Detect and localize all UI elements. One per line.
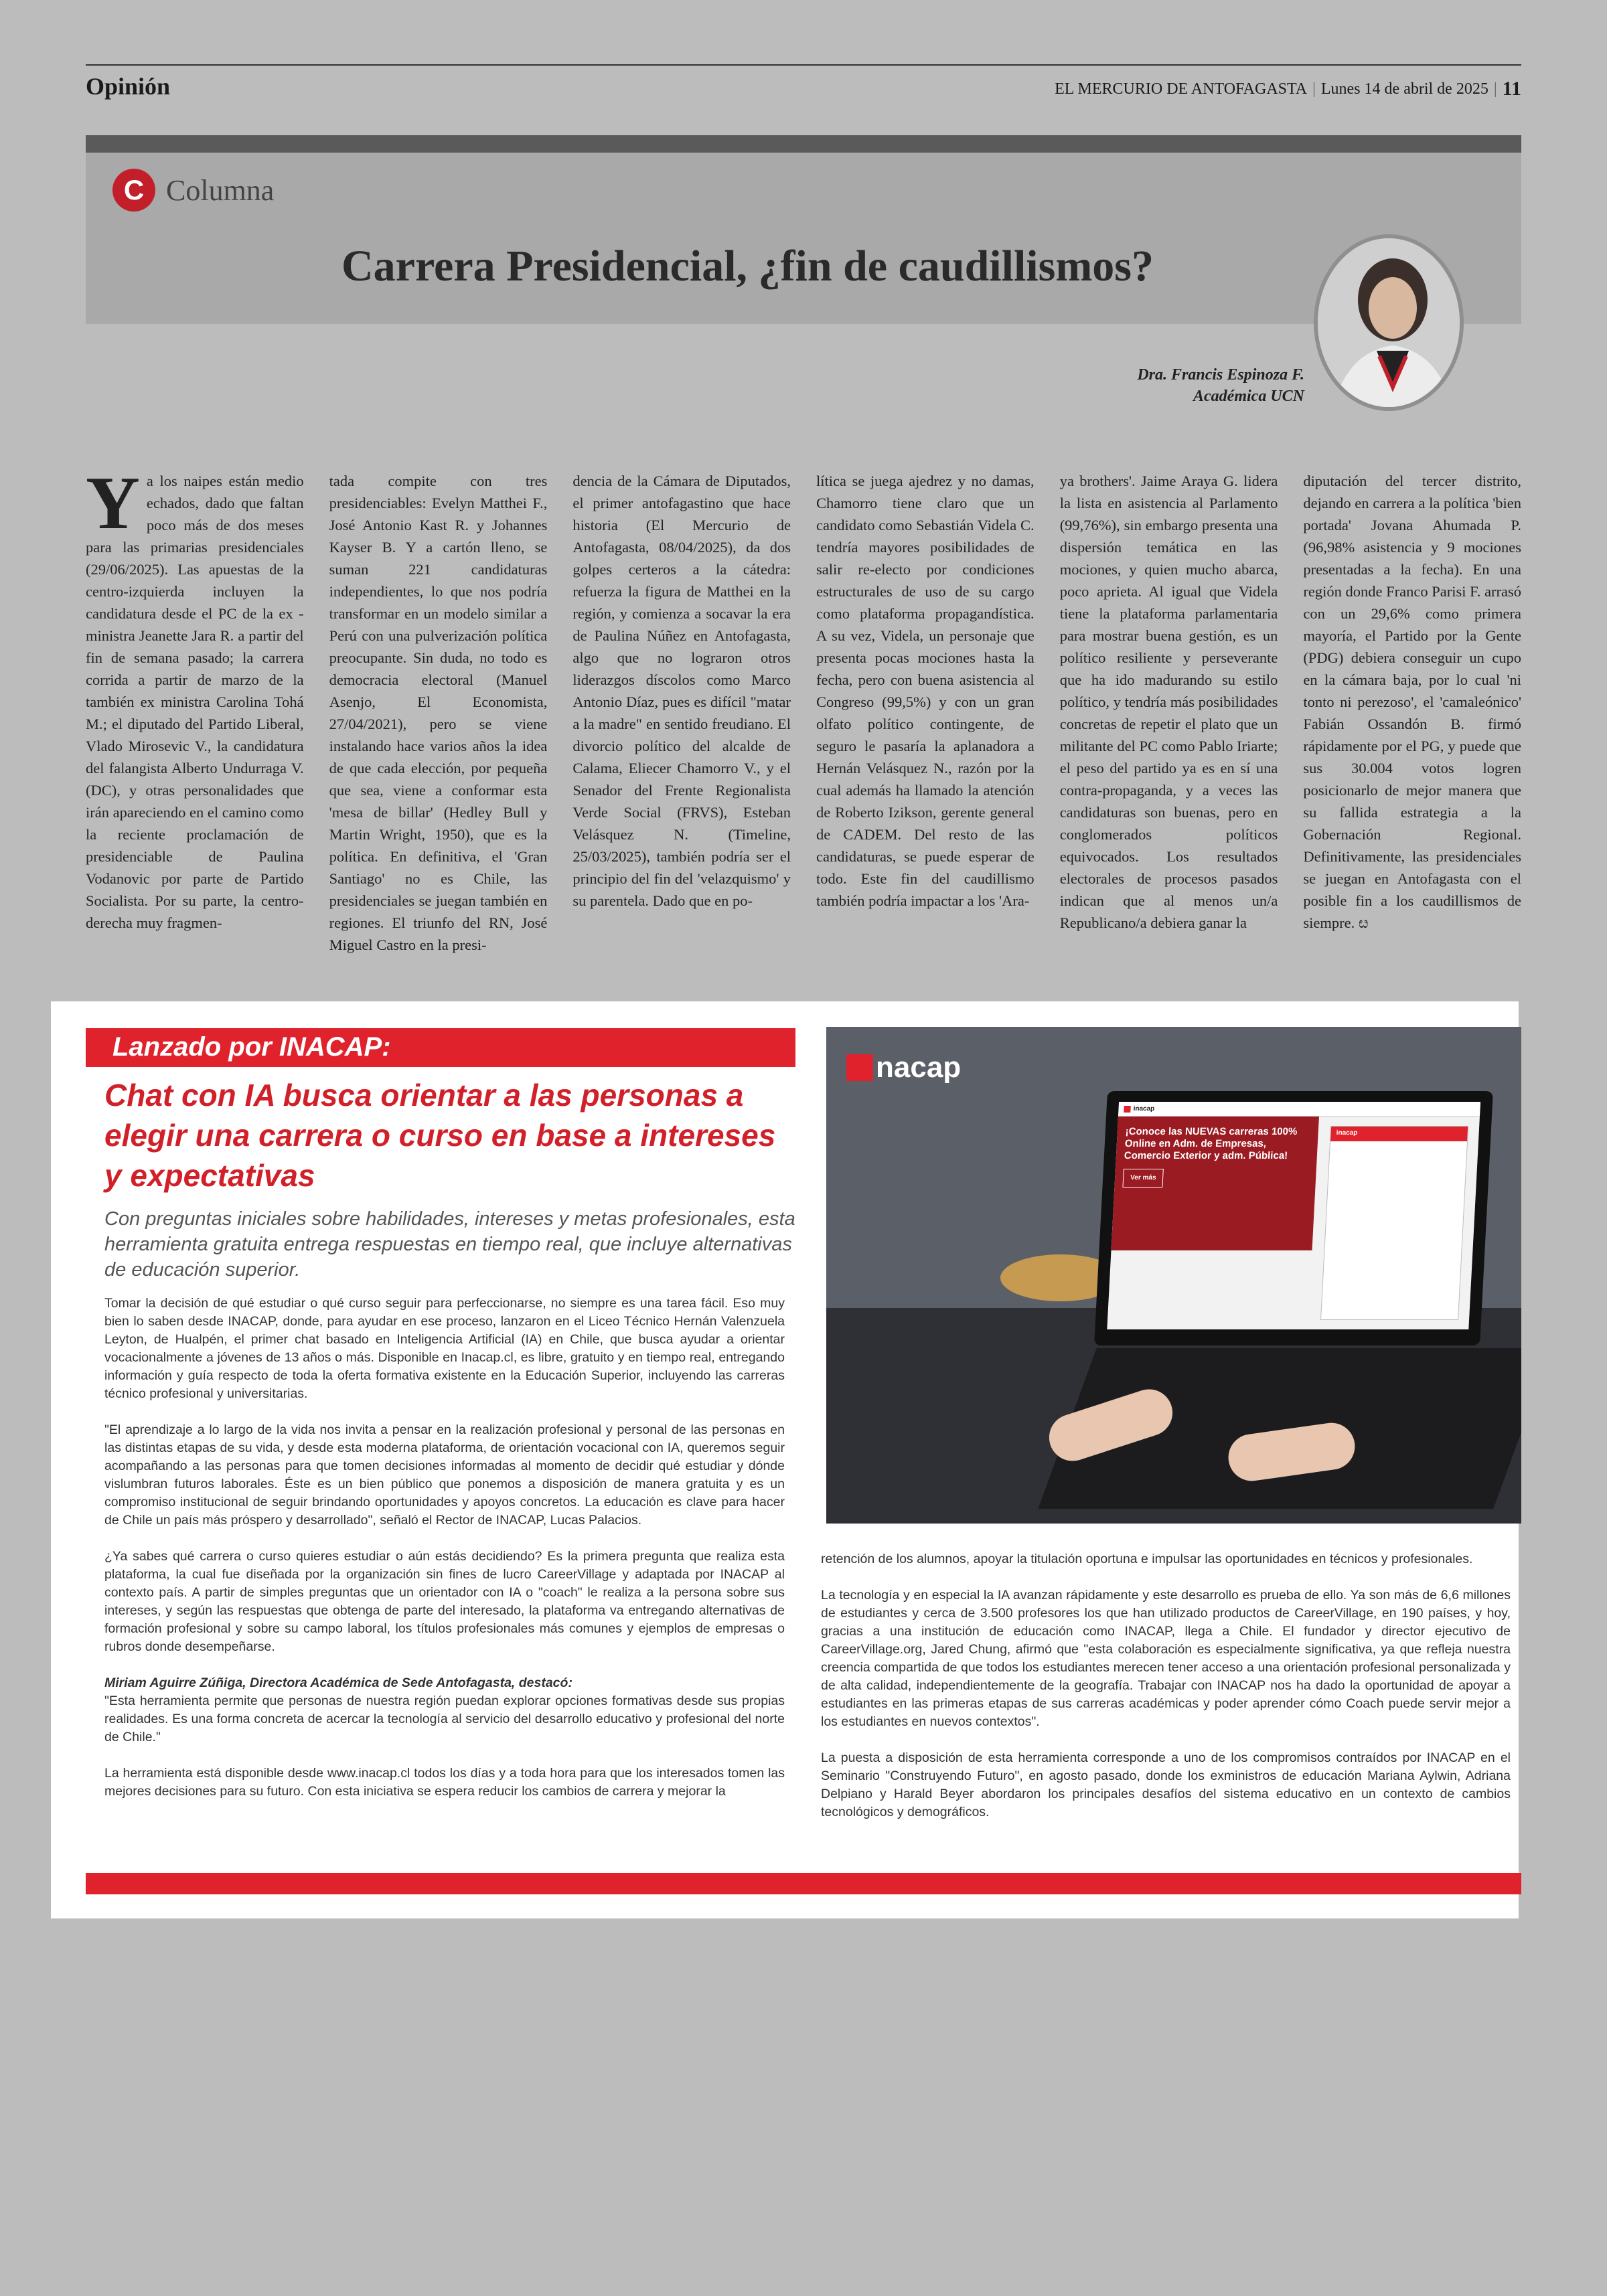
- ad-body-left: [104, 1295, 785, 1819]
- column-body: [86, 470, 1521, 985]
- text-column: tada compite con tres presidenciables: Evelyn Matthei F., José Antonio Kast R. y Johannes Kayser B. Y a cartón lleno, se suman 221 candidaturas independientes, lo que nos podría transformar en un modelo similar a Perú con una pulverización política preocupante. Sin duda, no todo es democracia electoral (Manuel Asenjo, El Economista, 27/04/2021), pero se viene instalando hace varios años la idea de que cada elección, por pequeña que sea, viene a conformar esta 'mesa de billar' (Hedley Bull y Martin Wright, 1950), que es la política. En definitiva, el 'Gran Santiago' no es Chile, las presidenciales se juegan también en regiones. El triunfo del RN, José Miguel Castro en la presi-: [329, 473, 548, 953]
- ad-title: Chat con IA busca orientar a las personas a elegir una carrera o curso en base a intereses y expectativas: [104, 1078, 776, 1193]
- meta-separator: |: [1493, 80, 1497, 98]
- site-hero-button: Ver más: [1122, 1169, 1164, 1187]
- text-column: dencia de la Cámara de Diputados, el primer antofagastino que hace historia (El Mercurio de Antofagasta, 08/04/2025), da dos golpes certeros a la cátedra: refuerza la figura de Matthei en la región, y comienza a socavar la era de Paulina Núñez en Antofagasta, algo que no lograron otros liderazgos díscolos como Marco Antonio Díaz, pues es difícil "matar a la madre" en sentido freudiano. El divorcio político del alcalde de Calama, Eliecer Chamorro V., y el Senador del Frente Regionalista Verde Social (FRVS), Esteban Velásquez N. (Timeline, 25/03/2025), también podría ser el principio del fin del 'velazquismo' y su parentela. Dado que en po-: [572, 473, 791, 909]
- author-role: Académica UCN: [1193, 388, 1304, 405]
- inacap-logo: [846, 1051, 961, 1084]
- ad-paragraph: La tecnología y en especial la IA avanzan rápidamente y este desarrollo es prueba de ello. Ya son más de 6,6 millones de estudiantes y cerca de 3.500 profesores los que han utilizado productos de CareerVillage, en 190 países, y hoy, gracias a una institución de educación como INACAP, llega a Chile. El fundador y director ejecutivo de CareerVillage.org, Jared Chung, afirmó que "esta colaboración es especialmente significativa, ya que refleja nuestra creencia compartida de que todos los estudiantes merecen tener acceso a una orientación profesional personalizada y de alta calidad, independientemente de la geografía. Trabajar con INACAP nos ha dado la oportunidad de apoyar a estudiantes en las primeras etapas de sus carreras académicas y poder aprender cómo Coach puede servir mejor a los estudiantes en nuevos contextos".: [821, 1588, 1511, 1729]
- page-number: 11: [1502, 78, 1521, 100]
- ad-paragraph: Tomar la decisión de qué estudiar o qué curso seguir para perfeccionarse, no siempre es una tarea fácil. Eso muy bien lo saben desde INACAP, donde, para ayudar en ese proceso, lanzaron en el Liceo Técnico Hernán Valenzuela Leyton, de Hualpén, el primer chat basado en Inteligencia Artificial (IA) en Chile, que busca ayudar a orientar vocacionalmente a jóvenes de 13 años o más. Disponible en Inacap.cl, es libre, gratuito y en tiempo real, entregando información y guía respecto de toda la oferta formativa existente en la Educación Superior, incluyendo las carreras técnico profesional y universitarias.: [104, 1296, 785, 1401]
- ad-paragraph: "El aprendizaje a lo largo de la vida nos invita a pensar en la realización profesional y personal de las personas en las distintas etapas de su vida, y desde esta moderna plataforma, de orientación vocacional con IA, queremos seguir acompañando a las personas para que tomen decisiones informadas al momento de decidir qué estudiar y dónde vislumbran futuros laborales. Éste es un bien público que ponemos a disposición de manera gratuita y es un compromiso institucional de seguir brindando oportunidades y apoyos concretos. La educación es clave para hacer de Chile un país más próspero y desarrollado", señaló el Rector de INACAP, Lucas Palacios.: [104, 1422, 785, 1528]
- inacap-logo-icon: [846, 1054, 873, 1081]
- ad-subtitle: Con preguntas iniciales sobre habilidades, intereses y metas profesionales, esta herramienta gratuita entrega respuestas en tiempo real, que incluye alternativas de educación superior.: [104, 1208, 795, 1281]
- ad-paragraph: retención de los alumnos, apoyar la titulación oportuna e impulsar las oportunidades en técnicos y profesionales.: [821, 1552, 1473, 1566]
- page-header: [86, 64, 1521, 100]
- ad-body-right: [821, 1550, 1511, 1839]
- drop-cap: Y: [86, 470, 140, 545]
- laptop-screen: [1107, 1102, 1480, 1329]
- chat-window: [1320, 1126, 1468, 1320]
- author-byline: [1004, 364, 1304, 407]
- text-column: [86, 470, 304, 985]
- ad-kicker: Miriam Aguirre Zúñiga, Directora Académica de Sede Antofagasta, destacó:: [104, 1675, 572, 1690]
- issue-date: Lunes 14 de abril de 2025: [1320, 80, 1488, 98]
- site-hero: [1111, 1117, 1318, 1250]
- site-logo-text: inacap: [1133, 1105, 1155, 1113]
- site-logo-icon: [1124, 1106, 1131, 1113]
- column-label: Columna: [166, 173, 275, 207]
- site-nav: [1118, 1102, 1480, 1117]
- inacap-logo-text: nacap: [876, 1051, 962, 1084]
- column-badge: [112, 169, 274, 212]
- text-column: diputación del tercer distrito, dejando en carrera a la política 'bien portada' Jovana Ahumada P. (96,98% asistencia y 9 mociones presentadas a la fecha). En una región donde Franco Parisi F. arrasó con un 29,6% como primera mayoría, el Partido por la Gente (PDG) debiera conseguir un cupo en la cámara baja, por lo cual 'ni tonto ni perezoso', el 'camaleónico' Fabián Ossandón B. firmó rápidamente por el PG, y puede que sus 30.004 votos logren posicionarlo de mejor manera que su fallida estrategia a la Gobernación Regional. Definitivamente, las presidenciales se juegan en Antofagasta con el posible fin a los caudillismos de siempre. ೞ: [1303, 473, 1522, 931]
- column-text: a los naipes están medio echados, dado que faltan poco más de dos meses para las primarias presidenciales (29/06/2025). Las apuestas de la centro-izquierda incluyen la candidatura desde el PC de la ex -ministra Jeanette Jara R. a partir del fin de semana pasado; la carrera corrida a partir de marzo de la también ex ministra Carolina Tohá M.; el diputado del Partido Liberal, Vlado Mirosevic V., la candidatura del falangista Alberto Undurraga V. (DC), y otras personalidades que irán apareciendo en el camino como la reciente proclamación de presidenciable de Paulina Vodanovic por parte de Partido Socialista. Por su parte, la centro-derecha muy fragmen-: [86, 473, 304, 931]
- ad-paragraph: La puesta a disposición de esta herramienta corresponde a uno de los compromisos contraídos por INACAP en el Seminario "Construyendo Futuro", en agosto pasado, donde los exministros de educación Mariana Aylwin, Adriana Delpiano y Harald Beyer abordaron los principales desafíos del sistema educativo en un contexto de cambios tecnológicos y demográficos.: [821, 1750, 1511, 1819]
- ad-footer-bar: [86, 1873, 1521, 1894]
- chat-header: inacap: [1330, 1127, 1468, 1141]
- text-column: lítica se juega ajedrez y no damas, Chamorro tiene claro que un candidato como Sebastián Videla C. tendría mayores posibilidades de salir re-electo por condiciones estructurales de uso de su cargo como plataforma propagandística. A su vez, Videla, un personaje que presenta pocas mociones hasta la fecha, pero con buena asistencia al Congreso (99,5%) y con un gran olfato político contingente, de seguro le pasaría la aplanadora a Hernán Velásquez N., razón por la cual además ha llamado la atención de Roberto Izikson, gerente general de CADEM. Del resto de las candidaturas, se puede esperar de todo. Este fin del caudillismo también podría impactar a los 'Ara-: [816, 473, 1035, 909]
- ad-paragraph: ¿Ya sabes qué carrera o curso quieres estudiar o aún estás decidiendo? Es la primera pregunta que realiza esta plataforma, la cual fue diseñada por la organización sin fines de lucro CareerVillage y adaptada por INACAP al contexto país. A partir de simples preguntas que un orientador con IA o "coach" le realiza a la persona sobre sus intereses, y según las respuestas que obtenga de parte del interesado, la plataforma va entregando alternativas de formación profesional y sobre su campo laboral, los títulos profesionales más comunes y ejemplos de empresas o rubros donde desempeñarse.: [104, 1549, 785, 1654]
- ad-photo: [826, 1027, 1521, 1524]
- page-meta: [1055, 78, 1521, 100]
- column-c-icon: C: [112, 169, 155, 212]
- ad-tag: Lanzado por INACAP:: [86, 1028, 795, 1067]
- column-banner: [86, 153, 1521, 324]
- author-name: Dra. Francis Espinoza F.: [1137, 366, 1304, 384]
- section-title: Opinión: [86, 73, 171, 100]
- banner-top-strip: [86, 135, 1521, 153]
- site-hero-text: ¡Conoce las NUEVAS carreras 100% Online en Adm. de Empresas, Comercio Exterior y adm. Pública!: [1124, 1126, 1298, 1161]
- laptop: [1094, 1091, 1493, 1345]
- ad-paragraph: La herramienta está disponible desde www.inacap.cl todos los días y a toda hora para que los interesados tomen las mejores decisiones para su futuro. Con esta iniciativa se espera reducir los cambios de carrera y mejorar la: [104, 1766, 785, 1799]
- newspaper-name: EL MERCURIO DE ANTOFAGASTA: [1055, 80, 1308, 98]
- author-portrait-icon: [1318, 238, 1464, 411]
- ad-quote: "Esta herramienta permite que personas de nuestra región puedan explorar opciones formativas desde sus propias realidades. Es una forma concreta de acercar la tecnología al servicio del desarrollo educativo y profesional del norte de Chile.": [104, 1694, 785, 1744]
- text-column: ya brothers'. Jaime Araya G. lidera la lista en asistencia al Parlamento (99,76%), sin embargo presenta una dispersión temática en las mociones, y quien mucho abarca, poco aprieta. Al igual que Videla tiene la plataforma parlamentaria para mostrar buena gestión, es un político resiliente y perseverante que ha ido madurando su estilo político, y tendría más posibilidades concretas de repetir el plato que un militante del PC como Pablo Iriarte; el peso del partido ya es en sí una contra-propaganda, y a veces las candidaturas son buenas, pero en conglomerados políticos equivocados. Los resultados electorales de procesos pasados indican que al menos un/a Republicano/a debiera ganar la: [1059, 473, 1278, 931]
- meta-separator: |: [1312, 80, 1316, 98]
- author-portrait: [1314, 234, 1464, 411]
- column-headline: Carrera Presidencial, ¿fin de caudillismos?: [341, 242, 1154, 291]
